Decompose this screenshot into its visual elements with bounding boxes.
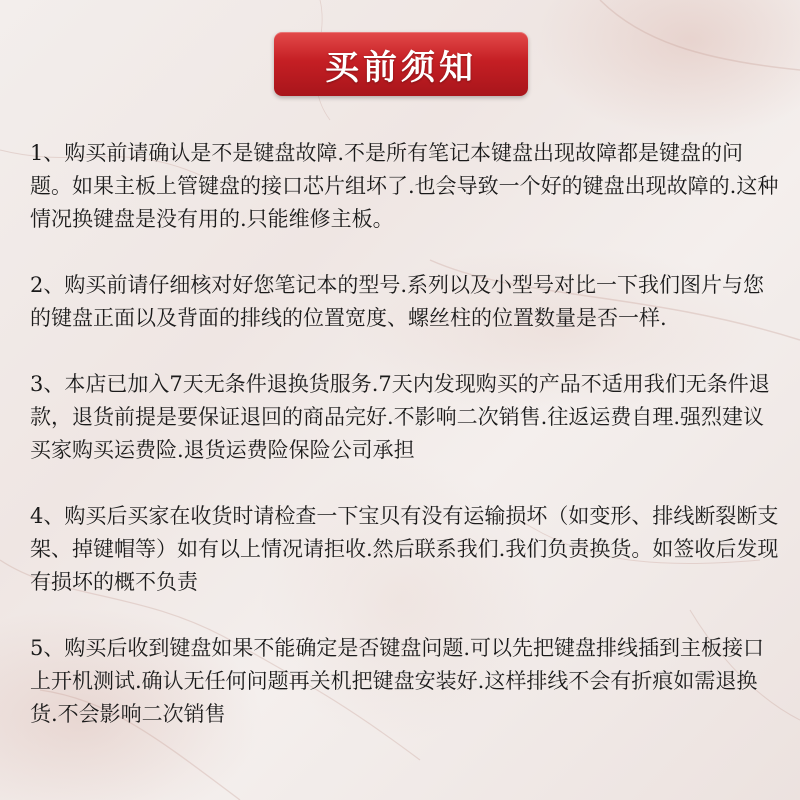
title-badge: [274, 32, 528, 96]
notice-paragraph-4: 4、购买后买家在收货时请检查一下宝贝有没有运输损坏（如变形、排线断裂断支架、掉键帽等）如有以上情况请拒收.然后联系我们.我们负责换货。如签收后发现有损坏的概不负责: [30, 504, 779, 594]
notice-paragraph-5: 5、购买后收到键盘如果不能确定是否键盘问题.可以先把键盘排线插到主板接口上开机测试.确认无任何问题再关机把键盘安装好.这样排线不会有折痕如需退换货.不会影响二次销售: [30, 636, 765, 726]
notice-paragraph-1: 1、购买前请确认是不是键盘故障.不是所有笔记本键盘出现故障都是键盘的问题。如果主板上管键盘的接口芯片组坏了.也会导致一个好的键盘出现故障的.这种情况换键盘是没有用的.只能维修主板。: [30, 141, 779, 231]
notice-content: [30, 137, 780, 731]
notice-paragraph-3: 3、本店已加入7天无条件退换货服务.7天内发现购买的产品不适用我们无条件退款，退货前提是要保证退回的商品完好.不影响二次销售.往返运费自理.强烈建议买家购买运费险.退货运费险保险公司承担: [30, 372, 770, 462]
page-title: 买前须知: [325, 47, 477, 88]
notice-paragraph-2: 2、购买前请仔细核对好您笔记本的型号.系列以及小型号对比一下我们图片与您的键盘正面以及背面的排线的位置宽度、螺丝柱的位置数量是否一样.: [30, 273, 765, 330]
